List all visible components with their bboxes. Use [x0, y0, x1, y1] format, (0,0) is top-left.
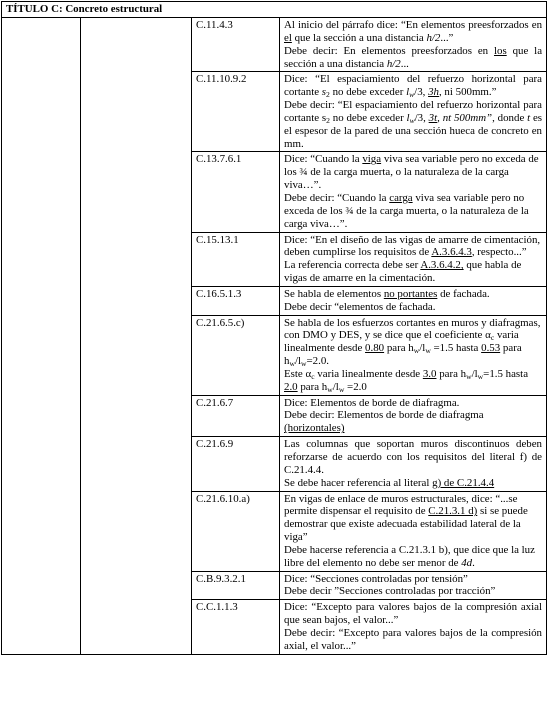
text-segment: 3.0	[422, 367, 437, 380]
correction-text	[280, 72, 547, 152]
correction-text	[280, 395, 547, 437]
text-segment: l	[406, 86, 410, 99]
text-segment: Debe decir: En elementos preesforzados en	[284, 44, 494, 57]
text-segment: Dice: “El espaciamiento del refuerzo horizontal para cortante	[284, 73, 543, 99]
text-segment: Las columnas que soportan muros discontinuos deben reforzarse de acuerdo con los requisitos del literal f) de C.21.4.4.	[284, 438, 543, 476]
text-segment: w	[327, 384, 333, 394]
text-segment: /3,	[414, 111, 429, 124]
section-code: C.11.10.9.2	[192, 72, 280, 152]
text-segment: =2.0	[344, 380, 367, 393]
text-segment: 3t	[428, 111, 438, 124]
text-segment: Debe decir: “Cuando la	[284, 191, 390, 204]
text-segment: Dice: “Excepto para valores bajos de la compresión axial que sean bajos, el valor...”	[284, 601, 543, 627]
correction-paragraph	[284, 627, 542, 653]
correction-paragraph	[284, 409, 542, 435]
correction-text	[280, 18, 547, 72]
text-segment: Debe decir “elementos de fachada.	[284, 300, 436, 313]
text-segment: w	[413, 346, 420, 356]
text-segment: el	[284, 31, 292, 44]
section-code: C.15.13.1	[192, 232, 280, 286]
correction-text	[280, 152, 547, 232]
text-segment: Dice: “Cuando la	[284, 153, 363, 166]
text-segment: /3,	[414, 86, 429, 99]
correction-text	[280, 437, 547, 491]
text-segment: Dice: “Secciones controladas por tensión”	[284, 572, 468, 585]
text-segment: Debe hacerse referencia a C.21.3.1 b), que dice que la luz libre del elemento no debe ser menor de	[284, 543, 535, 569]
text-segment: =1.5 hasta	[430, 342, 482, 355]
table-row	[2, 18, 547, 72]
correction-paragraph	[284, 368, 542, 394]
correction-text	[280, 571, 547, 600]
text-segment: , respecto...”	[471, 246, 527, 259]
text-segment: (horizontales)	[284, 422, 345, 435]
correction-paragraph	[284, 19, 542, 45]
text-segment: =1.5 hasta	[483, 367, 529, 380]
text-segment: no debe exceder	[329, 111, 407, 124]
correction-paragraph	[284, 585, 542, 598]
text-segment: l	[406, 111, 410, 124]
title-text: Concreto estructural	[62, 3, 163, 15]
blank-column-1	[2, 18, 81, 655]
text-segment: 2.0	[284, 380, 298, 393]
correction-paragraph	[284, 601, 542, 627]
text-segment: /l	[294, 355, 302, 368]
correction-paragraph	[284, 99, 542, 150]
section-code: C.21.6.9	[192, 437, 280, 491]
section-code: C.21.6.10.a)	[192, 491, 280, 571]
section-code: C.16.5.1.3	[192, 286, 280, 315]
text-segment: Este α	[284, 367, 312, 380]
correction-paragraph	[284, 477, 542, 490]
text-segment: Debe decir: “Excepto para valores bajos de la compresión axial, el valor...”	[284, 626, 543, 652]
text-segment: =2.0.	[306, 355, 329, 368]
text-segment: , nt 500mm”	[437, 111, 493, 124]
text-segment: para h	[436, 367, 467, 380]
text-segment: para h	[297, 380, 328, 393]
text-segment: ...	[400, 57, 409, 70]
text-segment: /l	[471, 367, 478, 380]
correction-paragraph	[284, 317, 542, 368]
text-segment: w	[409, 115, 415, 125]
title-label: TÍTULO C:	[6, 3, 63, 15]
text-segment: Se habla de los esfuerzos cortantes en muros y diafragmas, con DMO y DES, y se dice que el coeficiente α	[284, 316, 541, 342]
correction-paragraph	[284, 73, 542, 99]
text-segment: h/2	[426, 31, 441, 44]
text-segment: 0.53	[481, 342, 501, 355]
text-segment: A.3.6.4.2,	[420, 259, 464, 272]
text-segment: w	[409, 90, 415, 100]
text-segment: , ni 500mm.”	[438, 86, 497, 99]
text-segment: Dice: Elementos de borde de diafragma.	[284, 396, 460, 409]
section-code: C.B.9.3.2.1	[192, 571, 280, 600]
text-segment: que la sección a una distancia	[284, 44, 543, 70]
text-segment: de fachada.	[437, 287, 490, 300]
text-segment: h/2	[386, 57, 401, 70]
text-segment: c	[490, 333, 495, 343]
text-segment: A.3.6.4.3	[431, 246, 472, 259]
correction-paragraph	[284, 45, 542, 71]
blank-column-2	[81, 18, 192, 655]
text-segment: t	[527, 111, 531, 124]
text-segment: 4d	[461, 556, 473, 569]
text-segment: /l	[332, 380, 339, 393]
text-segment: para h	[384, 342, 414, 355]
correction-paragraph	[284, 288, 542, 301]
title-cell	[2, 2, 547, 18]
correction-paragraph	[284, 259, 542, 285]
text-segment: que la sección a una distancia	[291, 31, 427, 44]
text-segment: Dice: “En el diseño de las vigas de amarre de cimentación, deben cumplirse los requisitos de	[284, 233, 541, 259]
text-segment: c	[311, 371, 315, 381]
text-segment: w	[301, 359, 307, 368]
text-segment: varia linealmente desde	[284, 329, 519, 355]
text-segment: 2	[326, 90, 330, 100]
correction-paragraph	[284, 153, 542, 192]
errata-table	[1, 1, 547, 655]
text-segment: carga	[389, 191, 413, 204]
text-segment: Debe decir: “El espaciamiento del refuerzo horizontal para cortante s	[284, 99, 543, 124]
correction-paragraph	[284, 192, 542, 231]
text-segment: Se debe hacer referencia al literal	[284, 476, 433, 489]
text-segment: s	[321, 86, 327, 99]
correction-paragraph	[284, 301, 542, 314]
title-row	[2, 2, 547, 18]
correction-text	[280, 315, 547, 395]
section-code: C.21.6.5.c)	[192, 315, 280, 395]
text-segment: Debe decir: Elementos de borde de diafragma	[284, 409, 484, 422]
correction-paragraph	[284, 397, 542, 410]
correction-paragraph	[284, 544, 542, 570]
text-segment: ...”	[440, 31, 454, 44]
correction-text	[280, 491, 547, 571]
text-segment: viga	[362, 153, 382, 166]
text-segment: si se puede demostrar que existe adecuada estabilidad lateral de la viga”	[284, 505, 528, 544]
text-segment: 2	[326, 115, 330, 125]
text-segment: C.21.3.1 d)	[428, 505, 478, 518]
text-segment: es el espesor de la pared de una sección hueca de concreto en mm.	[284, 111, 543, 150]
text-segment: , donde	[492, 111, 528, 124]
text-segment: Se habla de elementos	[284, 287, 384, 300]
text-segment: w	[466, 371, 472, 381]
text-segment: 3h	[428, 86, 439, 99]
section-code: C.21.6.7	[192, 395, 280, 437]
text-segment: los	[493, 44, 507, 57]
text-segment: viva sea variable pero no exceda de los ¾ de la carga muerta, o la naturaleza de la carga viva…”.	[284, 153, 539, 192]
text-segment: Al inicio del párrafo dice: “En elementos preesforzados en	[284, 19, 543, 31]
text-segment: Debe decir ”Secciones controladas por tracción”	[284, 585, 496, 598]
text-segment: /l	[419, 342, 426, 355]
text-segment: w	[425, 346, 431, 356]
text-segment: En vigas de enlace de muros estructurales, dice: “...se permite dispensar el requisito de	[284, 492, 518, 518]
section-code: C.11.4.3	[192, 18, 280, 72]
correction-paragraph	[284, 573, 542, 586]
correction-text	[280, 232, 547, 286]
text-segment: w	[477, 371, 484, 381]
text-segment: para h	[284, 342, 522, 368]
correction-paragraph	[284, 234, 542, 260]
text-segment: 0.80	[365, 342, 385, 355]
text-segment: .	[472, 556, 475, 569]
text-segment: g) de C.21.4.4	[432, 476, 495, 489]
correction-paragraph	[284, 493, 542, 544]
text-segment: no portantes	[383, 287, 438, 300]
correction-paragraph	[284, 438, 542, 477]
text-segment: La referencia correcta debe ser	[284, 259, 421, 272]
text-segment: que habla de vigas de amarre en la cimentación.	[284, 259, 522, 285]
text-segment: w	[338, 384, 345, 394]
text-segment: w	[289, 359, 295, 368]
text-segment: varia linealmente desde	[314, 367, 423, 380]
correction-text	[280, 600, 547, 654]
correction-text	[280, 286, 547, 315]
section-code: C.13.7.6.1	[192, 152, 280, 232]
text-segment: no debe exceder	[329, 86, 407, 99]
text-segment: viva sea variable pero no exceda de los ¾ de la carga muerta, o la naturaleza de la carga viva…”.	[284, 191, 529, 230]
section-code: C.C.1.1.3	[192, 600, 280, 654]
